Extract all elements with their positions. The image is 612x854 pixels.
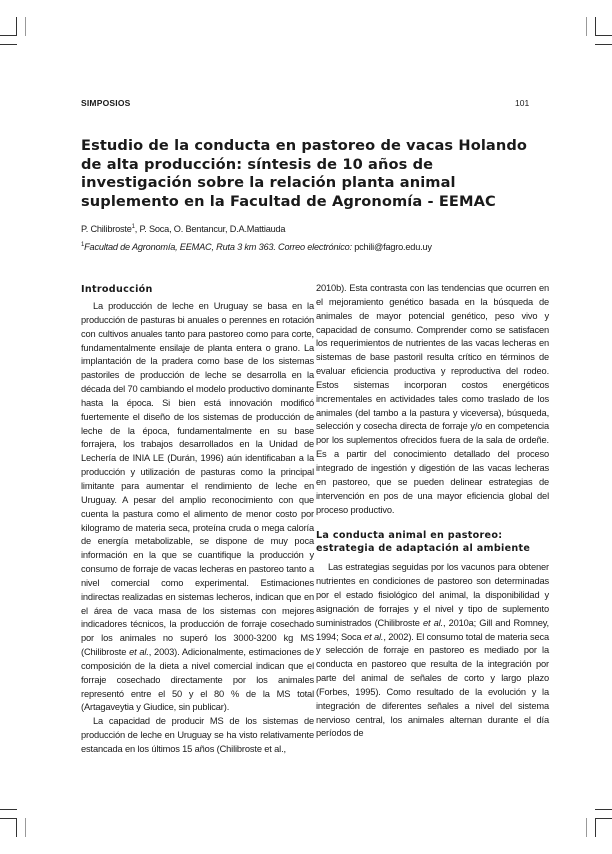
running-head: SIMPOSIOS: [81, 98, 131, 108]
crop-mark: [595, 818, 612, 819]
paragraph: [81, 300, 314, 715]
affiliation: [81, 242, 432, 252]
section-heading-conducta: [316, 529, 549, 555]
author-first: P. Chilibroste: [81, 224, 132, 234]
section-heading-introduccion: Introducción: [81, 284, 153, 295]
citation-etal: et al.: [364, 631, 384, 642]
crop-mark: [595, 44, 612, 45]
crop-mark: [586, 17, 587, 36]
column-left: [81, 283, 314, 757]
crop-mark: [16, 17, 17, 36]
paragraph-text: , 2010a; Gill and Romney, 1994; Soca: [316, 617, 549, 642]
paragraph-text: Las estrategias seguidas por los vacunos para obtener nutrientes en condiciones de pastoreo son determinadas por el estado fisiológico del animal, la disponibilidad y asignación de forrajes y el nivel y tipo de suplemento suministrados (Chilibroste: [316, 562, 549, 628]
affil-text: Facultad de Agronomía, EEMAC, Ruta 3 km 363. Correo electrónico:: [84, 242, 352, 252]
author-rest: , P. Soca, O. Bentancur, D.A.Mattiauda: [134, 224, 286, 234]
crop-mark: [0, 818, 17, 819]
crop-mark: [25, 17, 26, 36]
paragraph-text: La capacidad de producir MS de los sistemas de producción de leche en Uruguay se ha visto relativamente estancada en los últimos 15 años (Chilibroste et al.,: [81, 716, 314, 754]
paragraph: [316, 561, 549, 741]
crop-mark: [16, 818, 17, 837]
paragraph-text: , 2003). Adicionalmente, estimaciones de composición de la dieta a nivel comercial indican que el forraje cosechado directamente por los animales representó entre el 50 y el 80 % de la MS total (Artagaveytia y Giudice, sin publicar).: [81, 647, 314, 713]
crop-mark: [0, 44, 17, 45]
citation-etal: et al.: [422, 617, 443, 628]
column-right: [316, 282, 549, 741]
paragraph-text: , 2002). El consumo total de materia seca y selección de forraje en pastoreo es mediado por la conducta en pastoreo que resulta de la integración por parte del animal de señales de corto y largo plazo (Forbes, 1995). Como resultado de la evolución y la integración de diferentes señales a nivel del sistema nervioso central, los animales alternan durante el día períodos de: [316, 631, 549, 739]
page-number: 101: [515, 98, 530, 108]
heading-line: La conducta animal en pastoreo:: [316, 530, 503, 542]
crop-mark: [595, 818, 596, 837]
article-title: Estudio de la conducta en pastoreo de vacas Holando de alta producción: síntesis de 10 años de investigación sobre la relación planta animal suplemento en la Facultad de Agronomía - EEMAC: [81, 137, 528, 210]
paragraph: [81, 715, 314, 757]
crop-mark: [25, 818, 26, 837]
crop-mark: [586, 818, 587, 837]
crop-mark: [0, 809, 17, 810]
crop-mark: [0, 35, 17, 36]
author-affil-marker: 1: [131, 223, 135, 230]
paragraph-text: La producción de leche en Uruguay se basa en la producción de pasturas bi anuales o perennes en rotación con cultivos anuales tanto para pastoreo como para corte, fundamentalmente ensilaje de planta entera o grano. La implantación de la pradera como base de los sistemas pastoriles de producción de leche se desarrolla en la década del 70 cambiando el modelo productivo dominante hasta la época. Si bien está innovación modificó fuertemente el diseño de los sistemas de producción de leche de la época, fundamentalmente en su base forrajera, los trabajos desarrollados en la Unidad de Lechería de INIA LE (Durán, 1996) aún identificaban a la producción y utilización de pasturas como la principal limitante para aumentar el rendimiento de leche en Uruguay. A pesar del amplio reconocimiento con que cuenta la pastura como el alimento de menor costo por kilogramo de materia seca, proteína cruda o mega caloría de energía metabolizable, se dispone de muy poca información en la que se cuantifique la producción y consumo de forraje de vacas lecheras en pastoreo tanto a nivel comercial como experimental. Estimaciones indirectas realizadas en sistemas lecheros, indican que en el área de vaca masa de los sistemas con mejores indicadores técnicos, la producción de forraje cosechado por los animales no superó los 3000-3200 kg MS (Chilibroste: [81, 301, 314, 658]
heading-line: estrategia de adaptación al ambiente: [316, 543, 531, 555]
crop-mark: [595, 809, 612, 810]
affil-marker: 1: [81, 241, 85, 248]
citation-etal: et al.: [129, 647, 149, 658]
email-link[interactable]: pchili@fagro.edu.uy: [351, 242, 432, 252]
author-list: [81, 224, 285, 234]
paragraph-continued: 2010b). Esta contrasta con las tendencias que ocurren en el mejoramiento genético basada en la búsqueda de animales de mayor potencial genético, peso vivo y capacidad de consumo. Comprender como se satisfacen los requerimientos de nutrientes de las vacas lecheras en sistemas de base pastoril resulta crítico en términos de evaluar eficiencia productiva y reproductiva del rodeo. Estos sistemas incorporan costos energéticos incrementales en actividades tales como traslado de los animales (del tambo a la pastura y viceversa), búsqueda, selección y cosecha directa de forraje y/o en competencia por los suplementos ofrecidos fuera de la sala de ordeñe. Es a partir del conocimiento detallado del proceso integrado de ingestión y digestión de las vacas lecheras en pastoreo, que se pueden delinear estrategias de intervención en pos de una mayor eficiencia global del proceso productivo.: [316, 283, 549, 515]
crop-mark: [595, 35, 612, 36]
crop-mark: [595, 17, 596, 36]
